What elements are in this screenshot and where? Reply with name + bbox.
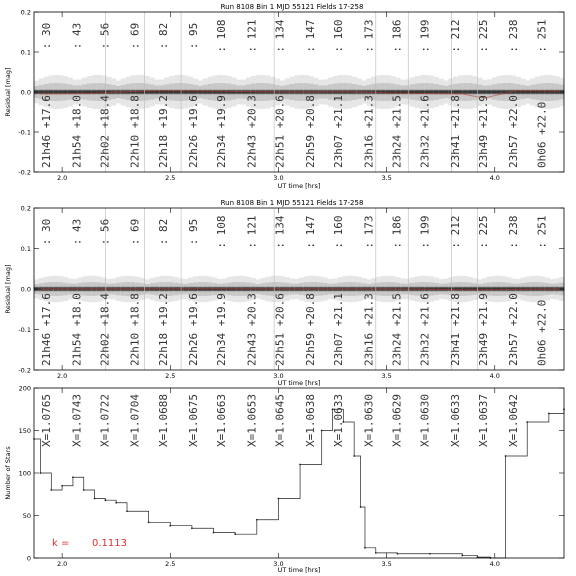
star-count-point <box>169 525 171 527</box>
ra-dec-label: 0h06 +22.0 <box>535 299 549 366</box>
field-number-label: : 147 <box>303 19 317 53</box>
star-count-point <box>526 421 528 423</box>
panel2-xlabel: UT time [hrs] <box>277 379 321 387</box>
field-number-label: : 238 <box>507 215 521 249</box>
ra-dec-label: 22h02 +18.4 <box>98 95 112 168</box>
field-number-label: : 212 <box>448 215 462 249</box>
star-count-point <box>40 472 42 474</box>
ra-dec-label: 23h07 +21.1 <box>332 95 346 168</box>
ra-dec-label: 23h24 +21.5 <box>390 95 404 168</box>
ra-dec-label: 23h16 +21.3 <box>362 293 376 366</box>
ra-dec-label: 22h43 +20.3 <box>245 293 259 366</box>
ra-dec-label: 23h57 +22.0 <box>507 95 521 168</box>
star-count-point <box>72 476 74 478</box>
star-count-point <box>353 455 355 457</box>
ra-dec-label: 22h43 +20.3 <box>245 95 259 168</box>
y-tick-label: 0.0 <box>20 88 31 97</box>
star-count-point <box>213 532 215 534</box>
x-tick-label: 2.5 <box>165 174 176 182</box>
airmass-label: X=1.0653 <box>245 394 259 447</box>
star-count-point <box>83 489 85 491</box>
y-tick-label: 0.1 <box>20 48 31 57</box>
star-count-point <box>321 430 323 432</box>
ra-dec-label: 22h02 +18.4 <box>98 293 112 366</box>
x-tick-label: 3.0 <box>273 372 284 380</box>
panel1-ylabel: Residual [mag] <box>4 67 12 117</box>
star-count-point <box>234 533 236 535</box>
star-count-point <box>278 498 280 500</box>
panel2-ylabel: Residual [mag] <box>4 264 12 314</box>
field-number-label: : 82 <box>156 22 170 50</box>
y-tick-label: 0.2 <box>20 8 31 17</box>
x-tick-label: 2.0 <box>56 174 68 182</box>
star-count-point <box>397 553 399 555</box>
x-tick-label: 3.5 <box>381 174 392 182</box>
ra-dec-label: 22h34 +19.9 <box>215 293 229 366</box>
airmass-label: X=1.0629 <box>390 394 404 447</box>
field-number-label: : 95 <box>187 22 201 50</box>
star-count-point <box>126 510 128 512</box>
airmass-label: X=1.0688 <box>156 394 170 447</box>
star-count-point <box>61 485 63 487</box>
ra-dec-label: 21h46 +17.6 <box>39 293 53 366</box>
ra-dec-label: 23h24 +21.5 <box>390 293 404 366</box>
ra-dec-label: 22h51 +20.6 <box>273 95 287 168</box>
field-number-label: : 160 <box>332 19 346 53</box>
star-count-point <box>548 413 550 415</box>
airmass-label: X=1.0630 <box>418 394 432 447</box>
ra-dec-label: 22h59 +20.8 <box>303 293 317 366</box>
airmass-label: X=1.0637 <box>476 394 490 447</box>
airmass-label: X=1.0638 <box>303 394 317 447</box>
field-number-label: : 199 <box>418 19 432 53</box>
ra-dec-label: 21h46 +17.6 <box>39 95 53 168</box>
x-tick-label: 3.5 <box>381 372 392 380</box>
ra-dec-label: 23h49 +21.9 <box>476 293 490 366</box>
panel3-ylabel: Number of Stars <box>4 446 12 500</box>
x-tick-label: 3.5 <box>381 560 392 568</box>
x-tick-label: 4.0 <box>489 372 500 380</box>
ra-dec-label: 0h06 +22.0 <box>535 101 549 168</box>
ra-dec-label: 23h32 +21.6 <box>418 293 432 366</box>
x-tick-label: 3.0 <box>273 560 284 568</box>
field-number-label: : 199 <box>418 215 432 249</box>
x-tick-label: 2.0 <box>56 560 68 568</box>
field-number-label: : 173 <box>362 19 376 53</box>
airmass-label: X=1.0675 <box>187 394 201 447</box>
field-number-label: : 56 <box>98 218 112 246</box>
ra-dec-label: 21h54 +18.0 <box>70 293 84 366</box>
star-count-point <box>505 455 507 457</box>
y-tick-label: -0.2 <box>18 366 31 375</box>
ra-dec-label: 22h10 +18.8 <box>128 95 142 168</box>
field-number-label: : 30 <box>39 218 53 246</box>
y-tick-label: -0.1 <box>18 326 31 334</box>
panel1-title: Run 8108 Bin 1 MJD 55121 Fields 17-258 <box>220 3 364 11</box>
star-count-point <box>360 506 362 508</box>
ra-dec-label: 23h07 +21.1 <box>332 293 346 366</box>
star-count-point <box>115 502 117 504</box>
ra-dec-label: 22h26 +19.6 <box>187 95 201 168</box>
y-tick-label: 0.2 <box>20 204 31 213</box>
field-number-label: : 251 <box>535 215 549 249</box>
y-tick-label: 0.0 <box>20 285 31 294</box>
airmass-label: X=1.0630 <box>362 394 376 447</box>
airmass-label: X=1.0743 <box>70 394 84 447</box>
airmass-label: X=1.0704 <box>128 394 142 447</box>
field-number-label: : 69 <box>128 22 142 50</box>
ra-dec-label: 22h34 +19.9 <box>215 95 229 168</box>
field-number-label: : 134 <box>273 19 287 53</box>
y-tick-label: 200 <box>18 384 31 393</box>
field-number-label: : 134 <box>273 215 287 249</box>
star-count-point <box>104 499 106 501</box>
star-count-point <box>429 553 431 555</box>
ra-dec-label: 23h16 +21.3 <box>362 95 376 168</box>
field-number-label: : 121 <box>245 19 259 53</box>
airmass-label: X=1.0645 <box>273 394 287 447</box>
x-tick-label: 2.5 <box>165 372 176 380</box>
y-tick-label: -0.1 <box>18 128 31 137</box>
field-number-label: : 30 <box>39 22 53 50</box>
field-number-label: : 147 <box>303 215 317 249</box>
ra-dec-label: 21h54 +18.0 <box>70 95 84 168</box>
panel3-xlabel: UT time [hrs] <box>277 566 321 574</box>
ra-dec-label: 22h51 +20.6 <box>273 293 287 366</box>
ra-dec-label: 22h59 +20.8 <box>303 95 317 168</box>
field-number-label: : 238 <box>507 19 521 53</box>
panel1-xlabel: UT time [hrs] <box>277 182 321 190</box>
star-count-point <box>461 555 463 557</box>
airmass-label: X=1.0722 <box>98 394 112 447</box>
y-tick-label: 50 <box>22 512 31 520</box>
panel2-title: Run 8108 Bin 1 MJD 55121 Fields 17-258 <box>220 199 364 207</box>
field-number-label: : 121 <box>245 215 259 249</box>
ra-dec-label: 22h18 +19.2 <box>156 293 170 366</box>
y-tick-label: 0.1 <box>20 245 31 253</box>
ra-dec-label: 22h18 +19.2 <box>156 95 170 168</box>
y-tick-label: 0 <box>26 554 31 563</box>
ra-dec-label: 23h41 +21.8 <box>448 293 462 366</box>
ra-dec-label: 23h57 +22.0 <box>507 293 521 366</box>
ra-dec-label: 22h10 +18.8 <box>128 293 142 366</box>
field-number-label: : 43 <box>70 218 84 246</box>
field-number-label: : 95 <box>187 218 201 246</box>
ra-dec-label: 23h49 +21.9 <box>476 95 490 168</box>
ra-dec-label: 23h41 +21.8 <box>448 95 462 168</box>
field-number-label: : 160 <box>332 215 346 249</box>
x-tick-label: 2.0 <box>56 372 68 380</box>
x-tick-label: 4.0 <box>489 560 500 568</box>
field-number-label: : 173 <box>362 215 376 249</box>
field-number-label: : 186 <box>390 215 404 249</box>
x-tick-label: 2.5 <box>165 560 176 568</box>
field-number-label: : 212 <box>448 19 462 53</box>
star-count-point <box>50 489 52 491</box>
star-count-point <box>375 552 377 554</box>
field-number-label: : 43 <box>70 22 84 50</box>
y-tick-label: -0.2 <box>18 168 31 177</box>
y-tick-label: 150 <box>18 427 31 435</box>
star-count-point <box>94 498 96 500</box>
field-number-label: : 225 <box>476 19 490 53</box>
field-number-label: : 251 <box>535 19 549 53</box>
star-count-point <box>364 547 366 549</box>
star-count-point <box>299 464 301 466</box>
x-tick-label: 3.0 <box>273 174 284 182</box>
airmass-label: X=1.0642 <box>507 394 521 447</box>
y-tick-label: 100 <box>18 469 31 478</box>
airmass-label: X=1.0633 <box>332 394 346 447</box>
star-count-point <box>191 527 193 529</box>
field-number-label: : 69 <box>128 218 142 246</box>
field-number-label: : 82 <box>156 218 170 246</box>
field-number-label: : 225 <box>476 215 490 249</box>
x-tick-label: 4.0 <box>489 174 500 182</box>
airmass-label: X=1.0663 <box>215 394 229 447</box>
k-value: 0.1113 <box>92 538 127 549</box>
field-number-label: : 56 <box>98 22 112 50</box>
star-count-point <box>256 519 258 521</box>
field-number-label: : 108 <box>215 19 229 53</box>
field-number-label: : 186 <box>390 19 404 53</box>
k-label: k = <box>52 538 70 549</box>
field-number-label: : 108 <box>215 215 229 249</box>
ra-dec-label: 23h32 +21.6 <box>418 95 432 168</box>
airmass-label: X=1.0633 <box>448 394 462 447</box>
ra-dec-label: 22h26 +19.6 <box>187 293 201 366</box>
star-count-point <box>148 521 150 523</box>
airmass-label: X=1.0765 <box>39 394 53 447</box>
